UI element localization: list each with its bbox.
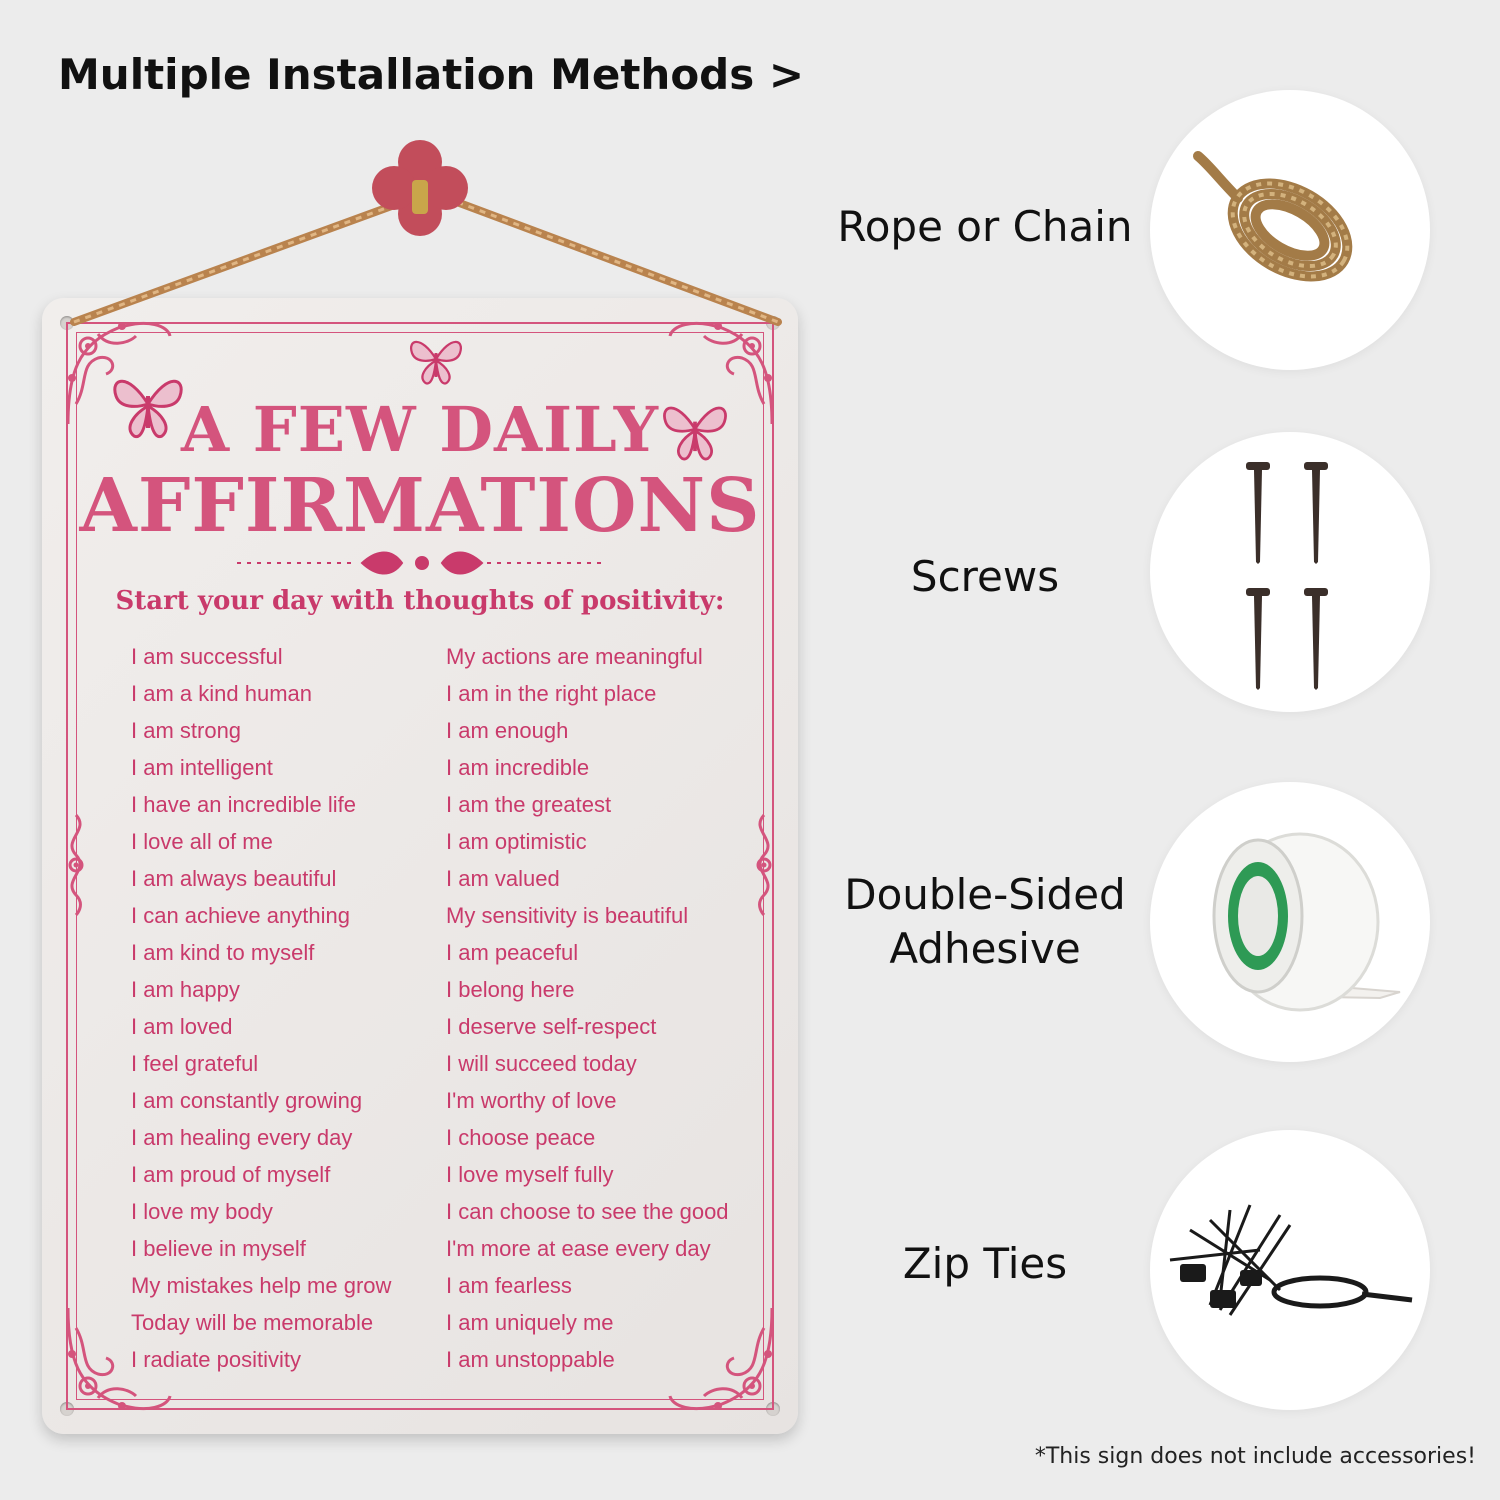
ornamental-divider-icon — [237, 543, 607, 583]
clover-hook-icon — [372, 140, 468, 236]
method-circle-adhesive — [1150, 782, 1430, 1062]
affirmation-item: I deserve self-respect — [446, 1014, 657, 1039]
affirmation-item: I am the greatest — [446, 792, 612, 817]
affirmation-item: I am a kind human — [131, 681, 312, 706]
sign-subtitle: Start your day with thoughts of positivity: — [115, 586, 725, 616]
affirmation-item: My sensitivity is beautiful — [446, 903, 689, 928]
affirmation-item: I am enough — [446, 718, 569, 743]
method-circle-rope — [1150, 90, 1430, 370]
affirmation-item: I'm worthy of love — [446, 1088, 617, 1113]
affirmation-item: I choose peace — [446, 1125, 596, 1150]
method-label-rope: Rope or Chain — [837, 202, 1133, 251]
affirmation-item: My actions are meaningful — [446, 644, 703, 669]
method-label-zip-ties: Zip Ties — [902, 1239, 1068, 1288]
affirmation-item: I am successful — [131, 644, 283, 669]
affirmation-item: My mistakes help me grow — [131, 1273, 392, 1298]
affirmation-item: I have an incredible life — [131, 792, 357, 817]
zip-ties-icon — [1150, 1130, 1430, 1410]
method-circle-screws — [1150, 432, 1430, 712]
affirmation-item: I am kind to myself — [131, 940, 315, 965]
affirmation-item: I am strong — [131, 718, 242, 743]
affirmation-item: I am in the right place — [446, 681, 657, 706]
affirmation-item: I'm more at ease every day — [446, 1236, 711, 1261]
affirmation-item: I can choose to see the good — [446, 1199, 729, 1224]
method-label-adhesive-line1: Double-Sided — [844, 870, 1126, 919]
method-label-adhesive-line2: Adhesive — [889, 924, 1081, 973]
sign-title-line1: A FEW DAILY — [181, 393, 659, 466]
rope-coil-icon — [1150, 90, 1430, 370]
side-ornament-icon — [56, 810, 96, 920]
affirmation-item: I am optimistic — [446, 829, 587, 854]
affirmation-item: I belong here — [446, 977, 575, 1002]
affirmation-item: I am fearless — [446, 1273, 572, 1298]
affirmation-item: I am constantly growing — [131, 1088, 363, 1113]
affirmation-item: I love my body — [131, 1199, 273, 1224]
affirmation-item: I am always beautiful — [131, 866, 337, 891]
method-label-screws: Screws — [910, 552, 1060, 601]
affirmation-item: I radiate positivity — [131, 1347, 301, 1372]
affirmations-left-column — [131, 644, 391, 1384]
affirmation-item: I am loved — [131, 1014, 233, 1039]
affirmation-item: I am valued — [446, 866, 560, 891]
affirmations-sign — [42, 298, 798, 1434]
affirmation-item: I am peaceful — [446, 940, 579, 965]
affirmation-item: I love myself fully — [446, 1162, 614, 1187]
affirmation-item: I am intelligent — [131, 755, 273, 780]
affirmation-item: I am happy — [131, 977, 240, 1002]
method-circle-zip-ties — [1150, 1130, 1430, 1410]
affirmation-item: I can achieve anything — [131, 903, 350, 928]
screws-icon — [1150, 432, 1430, 712]
tape-roll-icon — [1150, 782, 1430, 1062]
affirmation-item: I am uniquely me — [446, 1310, 614, 1335]
affirmation-item: Today will be memorable — [131, 1310, 374, 1335]
accessories-footnote: *This sign does not include accessories! — [1034, 1444, 1476, 1469]
affirmation-item: I am unstoppable — [446, 1347, 615, 1372]
affirmation-item: I love all of me — [131, 829, 273, 854]
affirmations-right-column — [446, 644, 729, 1384]
affirmation-item: I feel grateful — [131, 1051, 259, 1076]
affirmation-item: I will succeed today — [446, 1051, 637, 1076]
sign-title-line2: AFFIRMATIONS — [79, 463, 761, 549]
page-heading: Multiple Installation Methods > — [58, 50, 805, 99]
affirmation-item: I am incredible — [446, 755, 590, 780]
affirmation-item: I am healing every day — [131, 1125, 353, 1150]
affirmation-item: I am proud of myself — [131, 1162, 331, 1187]
side-ornament-icon — [744, 810, 784, 920]
affirmation-item: I believe in myself — [131, 1236, 306, 1261]
